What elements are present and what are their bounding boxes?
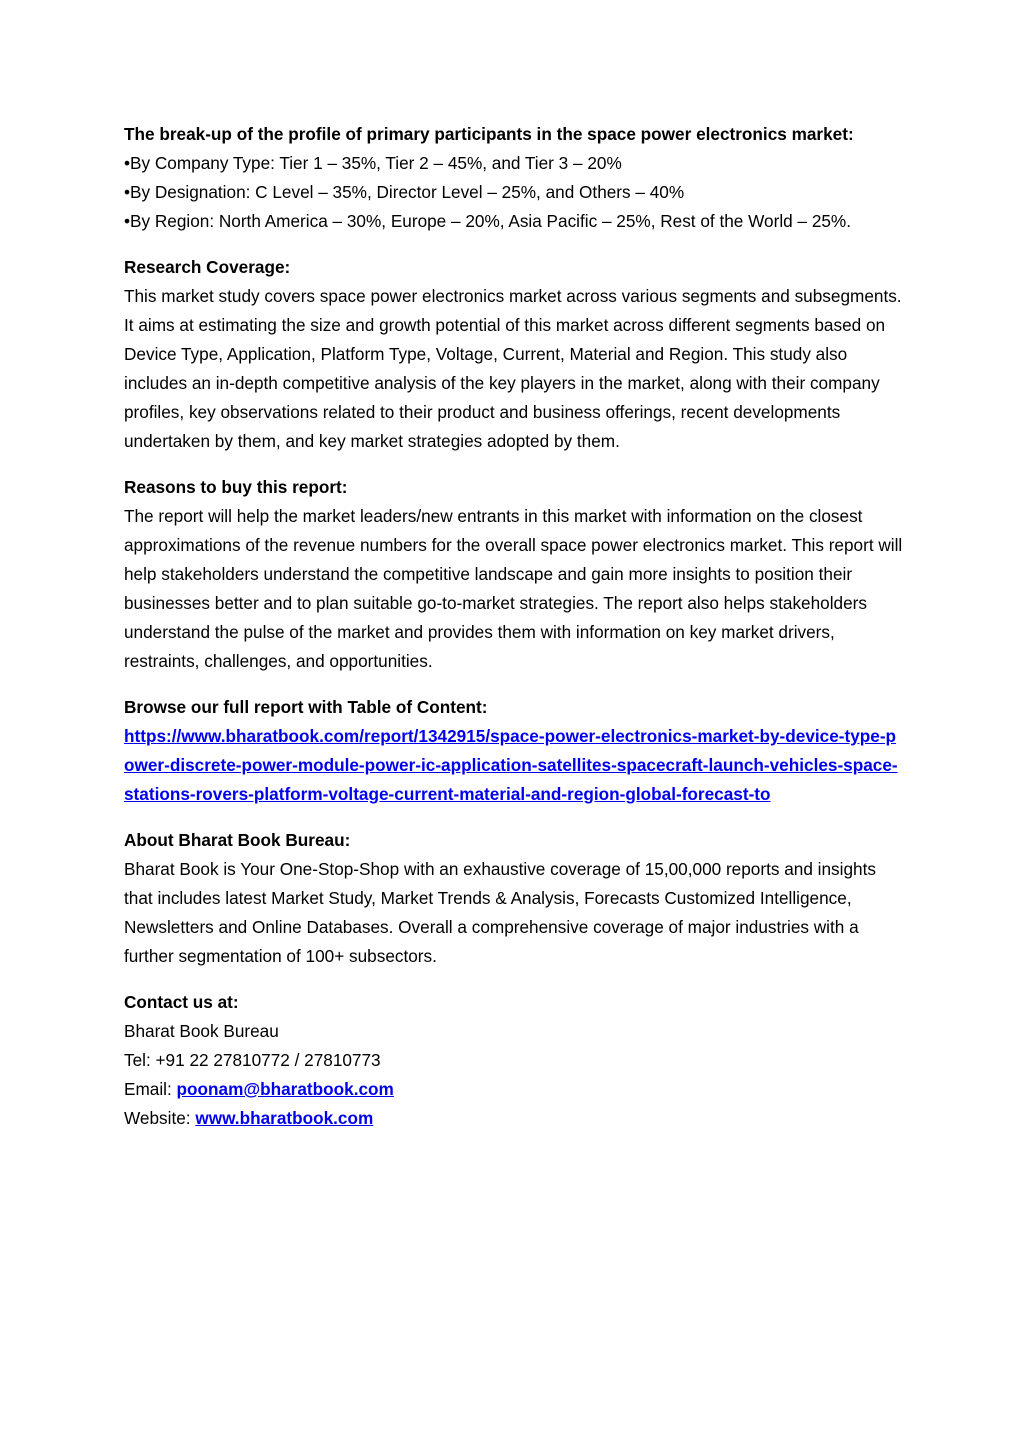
contact-heading: Contact us at: [124, 992, 239, 1012]
research-coverage-heading: Research Coverage: [124, 257, 291, 277]
contact-tel: Tel: +91 22 27810772 / 27810773 [124, 1050, 381, 1070]
about-body: Bharat Book is Your One-Stop-Shop with an exhaustive coverage of 15,00,000 reports and insights that includes latest Market Study, Market Trends & Analysis, Forecasts Customized Intelligence, Newsletters and Online Databases. Overall a comprehensive coverage of major industries with a further segmentation of 100+ subsectors. [124, 859, 876, 966]
bullet-region: •By Region: North America – 30%, Europe – 20%, Asia Pacific – 25%, Rest of the World – 25%. [124, 211, 851, 231]
browse-heading: Browse our full report with Table of Content: [124, 697, 488, 717]
reasons-heading: Reasons to buy this report: [124, 477, 348, 497]
research-coverage-section [124, 253, 904, 456]
participants-section [124, 120, 904, 236]
contact-website-label: Website: [124, 1108, 196, 1128]
contact-email-label: Email: [124, 1079, 177, 1099]
contact-email-line [124, 1075, 904, 1104]
contact-section [124, 988, 904, 1133]
browse-section [124, 693, 904, 809]
reasons-section [124, 473, 904, 676]
research-coverage-body: This market study covers space power electronics market across various segments and subsegments. It aims at estimating the size and growth potential of this market across different segments based on Device Type, Application, Platform Type, Voltage, Current, Material and Region. This study also includes an in-depth competitive analysis of the key players in the market, along with their company profiles, key observations related to their product and business offerings, recent developments undertaken by them, and key market strategies adopted by them. [124, 286, 902, 451]
about-heading: About Bharat Book Bureau: [124, 830, 351, 850]
report-url-link[interactable]: https://www.bharatbook.com/report/1342915/space-power-electronics-market-by-device-type-power-discrete-power-module-power-ic-application-satellites-spacecraft-launch-vehicles-space-stations-rovers-platform-voltage-current-material-and-region-global-forecast-to [124, 726, 898, 804]
bullet-company-type: •By Company Type: Tier 1 – 35%, Tier 2 – 45%, and Tier 3 – 20% [124, 153, 622, 173]
about-section [124, 826, 904, 971]
email-link[interactable]: poonam@bharatbook.com [176, 1079, 394, 1099]
participants-heading: The break-up of the profile of primary participants in the space power electronics market: [124, 124, 854, 144]
contact-website-line [124, 1104, 904, 1133]
document-page [124, 120, 904, 1150]
website-link[interactable]: www.bharatbook.com [195, 1108, 374, 1128]
bullet-designation: •By Designation: C Level – 35%, Director Level – 25%, and Others – 40% [124, 182, 685, 202]
reasons-body: The report will help the market leaders/new entrants in this market with information on the closest approximations of the revenue numbers for the overall space power electronics market. This report will help stakeholders understand the competitive landscape and gain more insights to position their businesses better and to plan suitable go-to-market strategies. The report also helps stakeholders understand the pulse of the market and provides them with information on key market drivers, restraints, challenges, and opportunities. [124, 506, 903, 671]
contact-company: Bharat Book Bureau [124, 1021, 279, 1041]
